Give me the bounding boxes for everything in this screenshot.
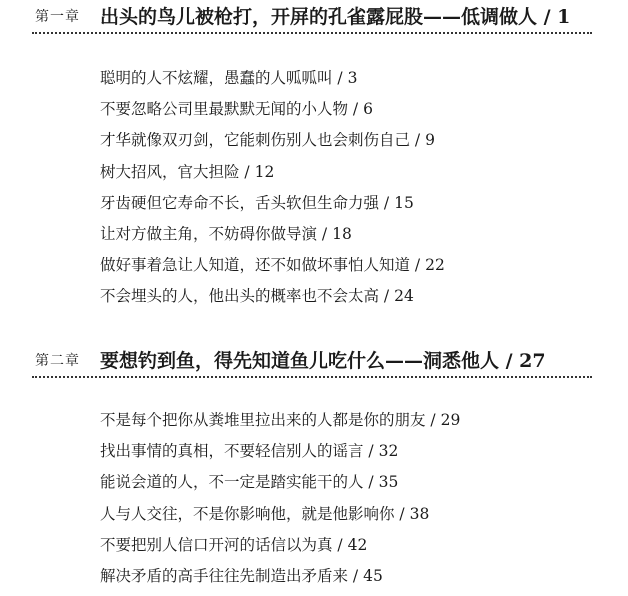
toc-entry: 人与人交往，不是你影响他，就是他影响你 / 38	[100, 504, 430, 523]
toc-entry: 才华就像双刃剑，它能刺伤别人也会刺伤自己 / 9	[100, 131, 435, 150]
toc-entry: 不要把别人信口开河的话信以为真 / 42	[100, 535, 368, 554]
toc-entry: 树大招风，官大担险 / 12	[100, 162, 275, 181]
chapter-1-number: 第一章	[35, 9, 80, 25]
toc-entry: 牙齿硬但它寿命不长，舌头软但生命力强 / 15	[100, 193, 414, 212]
chapter-2-title: 要想钓到鱼，得先知道鱼儿吃什么——洞悉他人 / 27	[100, 350, 546, 372]
chapter-2-header	[0, 344, 628, 374]
chapter-2	[0, 344, 628, 585]
toc-entry: 解决矛盾的高手往往先制造出矛盾来 / 45	[100, 566, 383, 585]
chapter-2-dotted-rule	[32, 376, 592, 378]
chapter-2-entries	[100, 405, 460, 592]
chapter-1-dotted-rule	[32, 32, 592, 34]
chapter-1-title: 出头的鸟儿被枪打，开屏的孔雀露屁股——低调做人 / 1	[100, 6, 571, 28]
toc-entry: 不是每个把你从粪堆里拉出来的人都是你的朋友 / 29	[100, 411, 461, 429]
toc-entry: 聪明的人不炫耀，愚蠢的人呱呱叫 / 3	[100, 69, 358, 87]
toc-entry: 做好事着急让人知道，还不如做坏事怕人知道 / 22	[100, 256, 445, 275]
toc-entry: 不会埋头的人，他出头的概率也不会太高 / 24	[100, 287, 414, 306]
chapter-1-header	[0, 0, 628, 30]
chapter-1-entries	[100, 63, 445, 313]
toc-entry: 让对方做主角，不妨碍你做导演 / 18	[100, 224, 352, 243]
chapter-2-number: 第二章	[35, 353, 80, 369]
toc-entry: 找出事情的真相，不要轻信别人的谣言 / 32	[100, 442, 399, 461]
toc-entry: 不要忽略公司里最默默无闻的小人物 / 6	[100, 100, 373, 119]
toc-entry: 能说会道的人，不一定是踏实能干的人 / 35	[100, 473, 399, 492]
